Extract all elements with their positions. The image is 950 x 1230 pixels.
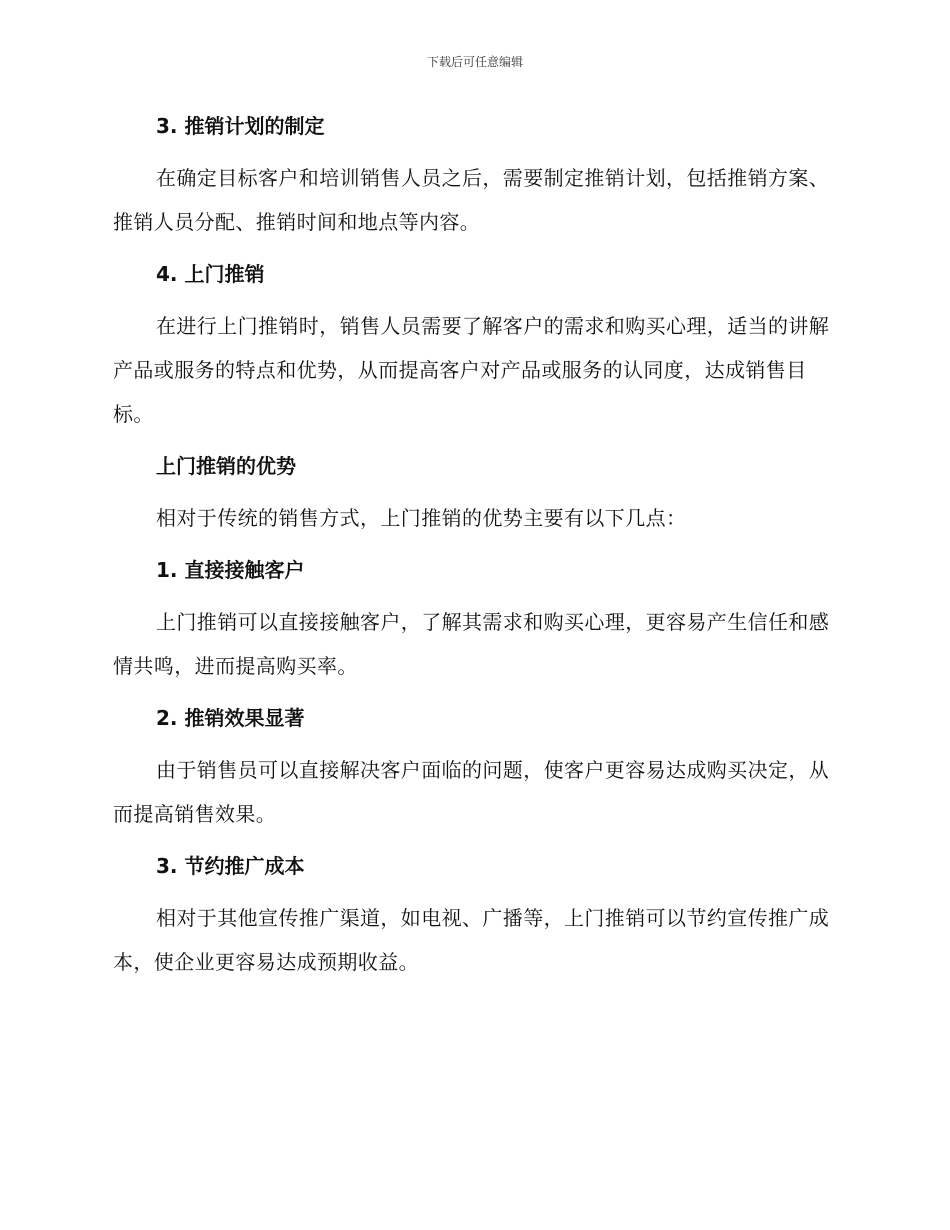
section-heading-advantages: 上门推销的优势 <box>156 454 296 478</box>
paragraph-cost-saving: 相对于其他宣传推广渠道，如电视、广播等，上门推销可以节约宣传推广成本，使企业更容易达成预期收益。 <box>113 906 830 974</box>
paragraph-direct-contact: 上门推销可以直接接触客户，了解其需求和购买心理，更容易产生信任和感情共鸣，进而提高购买率。 <box>113 610 830 678</box>
section-heading-effectiveness: 2. 推销效果显著 <box>156 706 305 730</box>
document-body <box>113 104 833 992</box>
section-heading-promotion-plan: 3. 推销计划的制定 <box>156 114 325 138</box>
section-heading-direct-contact: 1. 直接接触客户 <box>156 558 305 582</box>
paragraph-promotion-plan: 在确定目标客户和培训销售人员之后，需要制定推销计划，包括推销方案、推销人员分配、推销时间和地点等内容。 <box>113 166 830 234</box>
paragraph-effectiveness: 由于销售员可以直接解决客户面临的问题，使客户更容易达成购买决定，从而提高销售效果。 <box>113 758 830 826</box>
paragraph-door-to-door: 在进行上门推销时，销售人员需要了解客户的需求和购买心理，适当的讲解产品或服务的特点和优势，从而提高客户对产品或服务的认同度，达成销售目标。 <box>113 314 830 426</box>
paragraph-advantages-intro: 相对于传统的销售方式，上门推销的优势主要有以下几点： <box>156 506 687 530</box>
section-heading-cost-saving: 3. 节约推广成本 <box>156 854 305 878</box>
page-header: 下载后可任意编辑 <box>426 55 523 69</box>
section-heading-door-to-door: 4. 上门推销 <box>156 262 265 286</box>
